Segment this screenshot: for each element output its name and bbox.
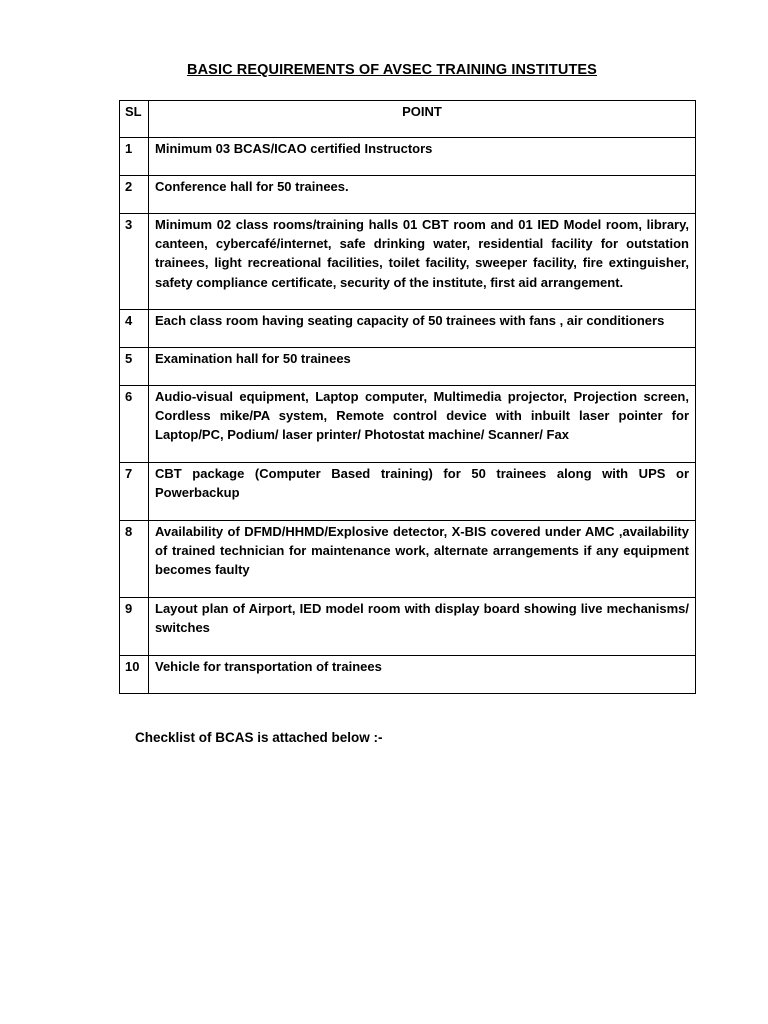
row-point: Vehicle for transportation of trainees <box>149 656 696 694</box>
row-number: 9 <box>120 598 149 656</box>
row-point: Conference hall for 50 trainees. <box>149 176 696 214</box>
row-number: 1 <box>120 138 149 176</box>
table-row <box>120 176 696 214</box>
row-point: Availability of DFMD/HHMD/Explosive detector, X-BIS covered under AMC ,availability of trained technician for maintenance work, alternate arrangements if any equipment becomes faulty <box>149 521 696 598</box>
document-title: BASIC REQUIREMENTS OF AVSEC TRAINING INSTITUTES <box>187 62 597 78</box>
table-row <box>120 656 696 694</box>
row-point: Each class room having seating capacity of 50 trainees with fans , air conditioners <box>149 310 696 348</box>
row-point: Examination hall for 50 trainees <box>149 348 696 386</box>
requirements-table <box>119 100 696 694</box>
row-number: 2 <box>120 176 149 214</box>
table-header-row <box>120 101 696 138</box>
checklist-note: Checklist of BCAS is attached below :- <box>135 730 383 745</box>
row-number: 6 <box>120 386 149 463</box>
table-row <box>120 386 696 463</box>
row-point: Layout plan of Airport, IED model room with display board showing live mechanisms/ switches <box>149 598 696 656</box>
table-row <box>120 463 696 521</box>
row-point: Audio-visual equipment, Laptop computer, Multimedia projector, Projection screen, Cordless mike/PA system, Remote control device with inbuilt laser pointer for Laptop/PC, Podium/ laser printer/ Photostat machine/ Scanner/ Fax <box>149 386 696 463</box>
row-number: 5 <box>120 348 149 386</box>
row-point: Minimum 03 BCAS/ICAO certified Instructors <box>149 138 696 176</box>
table-row <box>120 348 696 386</box>
row-point: CBT package (Computer Based training) for 50 trainees along with UPS or Powerbackup <box>149 463 696 521</box>
table-row <box>120 214 696 310</box>
table-row <box>120 310 696 348</box>
row-point: Minimum 02 class rooms/training halls 01 CBT room and 01 IED Model room, library, canteen, cybercafé/internet, safe drinking water, residential facility for outstation trainees, light recreational facilities, toilet facility, sweeper facility, fire extinguisher, safety compliance certificate, security of the institute, first aid arrangement. <box>149 214 696 310</box>
sl-column-header: SL <box>120 101 149 138</box>
table-row <box>120 598 696 656</box>
point-column-header: POINT <box>149 101 696 138</box>
table-row <box>120 521 696 598</box>
row-number: 8 <box>120 521 149 598</box>
row-number: 7 <box>120 463 149 521</box>
row-number: 10 <box>120 656 149 694</box>
table-row <box>120 138 696 176</box>
row-number: 4 <box>120 310 149 348</box>
row-number: 3 <box>120 214 149 310</box>
